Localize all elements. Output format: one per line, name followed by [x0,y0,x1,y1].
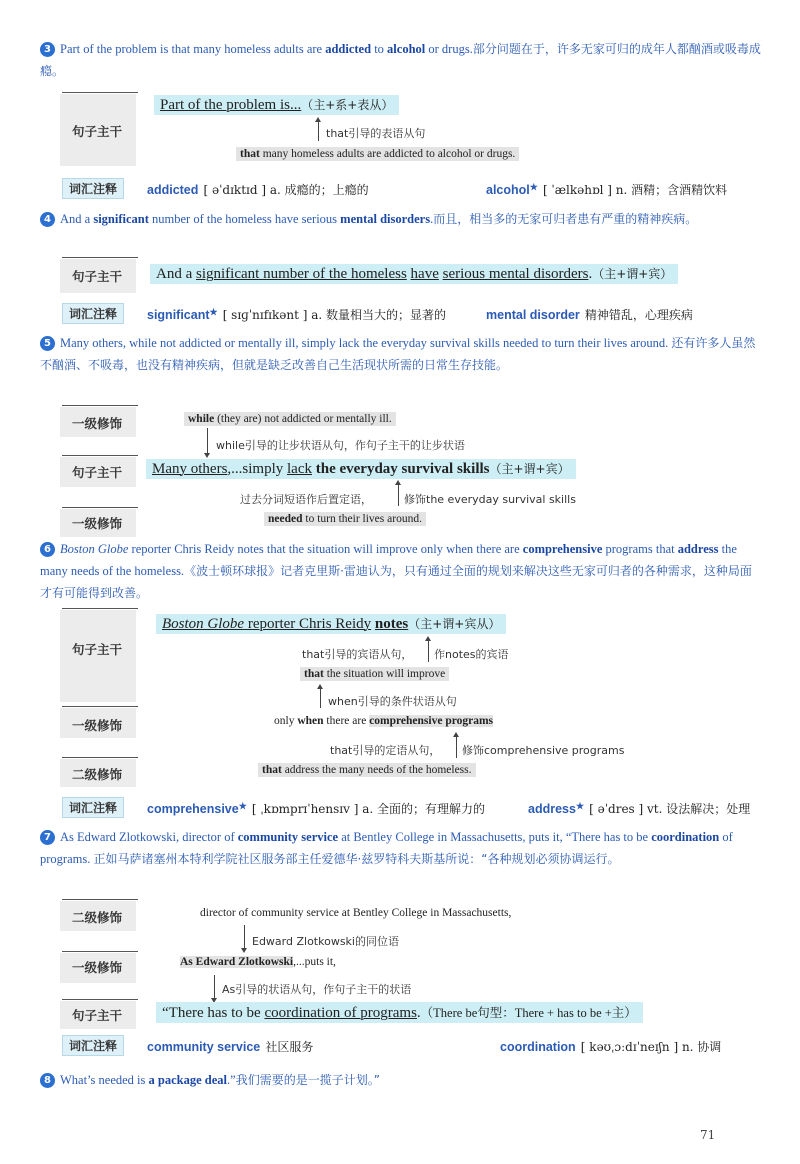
grammar-note: 过去分词短语作后置定语， [240,493,372,506]
vocab-entry: significant★ [ sɪɡˈnɪfɪkənt ] a. 数量相当大的；显著的 [147,307,447,322]
label-main-clause: 句子主干 [71,642,122,657]
sentence-number-badge: 7 [40,830,55,845]
sentence-8-paragraph: 8 What’s needed is a package deal.”我们需要的是一揽子计划。” [40,1069,762,1091]
sentence-number-badge: 6 [40,542,55,557]
arrow-up-icon [318,121,319,141]
vocab-label: 词汇注释 [62,1035,124,1056]
modifier-clause: director of community service at Bentley College in Massachusetts, [200,907,512,919]
sentence-4-paragraph: 4 And a significant number of the homeless have serious mental disorders.而且，相当多的无家可归者患有严重的精神疾病。 [40,208,762,230]
grammar-note: that引导的表语从句 [326,127,426,140]
main-clause: And a significant number of the homeless have serious mental disorders.（主+谓+宾） [150,264,678,284]
grammar-note: Edward Zlotkowski的同位语 [252,935,399,948]
grammar-note: 作notes的宾语 [434,648,509,661]
arrow-up-icon [428,640,429,662]
section-divider [62,899,138,900]
main-clause: “There has to be coordination of programs.（There be句型：There + has to be +主） [156,1002,643,1023]
grammar-note: while引导的让步状语从句，作句子主干的让步状语 [216,439,465,452]
section-divider [62,999,138,1000]
modifier-clause: only when there are comprehensive programs [274,715,494,727]
vocab-label: 词汇注释 [62,178,124,199]
modifier-clause: As Edward Zlotkowski,...puts it, [180,956,336,968]
arrow-down-icon [214,975,215,999]
section-divider [62,951,138,952]
label-level-2: 二级修饰 [71,767,122,782]
modifier-clause: that address the many needs of the homeless. [258,763,476,777]
main-clause: Boston Globe reporter Chris Reidy notes（主+谓+宾从） [156,614,506,634]
arrow-down-icon [244,925,245,949]
vocab-entry: comprehensive★ [ ˌkɒmprɪˈhensɪv ] a. 全面的；有理解力的 [147,801,486,816]
grammar-note: that引导的宾语从句， [302,648,413,661]
sentence-number-badge: 3 [40,42,55,57]
section-divider [62,706,138,707]
section-divider [62,455,138,456]
arrow-up-icon [398,484,399,506]
label-main-clause: 句子主干 [71,1008,122,1023]
vocab-label: 词汇注释 [62,303,124,324]
modifier-clause: needed to turn their lives around. [264,512,426,526]
grammar-note: 修饰comprehensive programs [462,744,625,757]
sentence-number-badge: 4 [40,212,55,227]
grammar-note: 修饰the everyday survival skills [404,493,576,506]
section-divider [62,257,138,258]
label-main-clause: 句子主干 [71,465,122,480]
vocab-entry: addicted [ əˈdɪktɪd ] a. 成瘾的；上瘾的 [147,183,369,197]
vocab-entry: mental disorder 精神错乱，心理疾病 [486,308,693,322]
vocab-label: 词汇注释 [62,797,124,818]
arrow-down-icon [207,428,208,454]
sentence-number-badge: 8 [40,1073,55,1088]
label-level-2: 二级修饰 [71,910,122,925]
vocab-entry: community service 社区服务 [147,1040,314,1054]
label-level-1: 一级修饰 [71,516,122,531]
modifier-clause: while (they are) not addicted or mentally ill. [184,412,396,426]
vocab-entry: address★ [ əˈdres ] vt. 设法解决；处理 [528,801,751,816]
label-main-clause: 句子主干 [71,124,122,139]
sentence-number-badge: 5 [40,336,55,351]
section-divider [62,757,138,758]
sentence-6-paragraph: 6 Boston Globe reporter Chris Reidy notes that the situation will improve only when there are comprehensive programs that address the many needs of the homeless.《波士顿环球报》记者克里斯·雷迪认为，只有通过全面的规划来解决这些无家可归者的各种需求，这种局面才有可能得到改善。 [40,542,752,600]
sub-clause: that many homeless adults are addicted to alcohol or drugs. [236,147,519,161]
main-clause: Many others,...simply lack the everyday survival skills（主+谓+宾） [146,459,576,479]
vocab-entry: coordination [ kəʊˌɔːdɪˈneɪʃn ] n. 协调 [500,1040,722,1054]
sentence-5-paragraph: 5 Many others, while not addicted or mentally ill, simply lack the everyday survival skills needed to turn their lives around. 还有许多人虽然不酗酒、不吸毒，也没有精神疾病，但就是缺乏改善自己生活现状所需的日常生存技能。 [40,336,756,372]
label-level-1: 一级修饰 [71,960,122,975]
section-divider [62,608,138,609]
sentence-3-paragraph: 3 Part of the problem is that many homeless adults are addicted to alcohol or drugs.部分问题在于，许多无家可归的成年人都酗酒或吸毒成瘾。 [40,42,761,78]
section-divider [62,92,138,93]
section-divider [62,507,138,508]
page-number: 71 [700,1128,716,1142]
grammar-note: that引导的定语从句， [330,744,441,757]
arrow-up-icon [456,736,457,758]
vocab-entry: alcohol★ [ ˈælkəhɒl ] n. 酒精；含酒精饮料 [486,182,728,197]
sub-clause: that the situation will improve [300,667,449,681]
grammar-note: when引导的条件状语从句 [328,695,457,708]
label-level-1: 一级修饰 [71,416,122,431]
label-main-clause: 句子主干 [71,269,122,284]
section-divider [62,405,138,406]
sentence-7-paragraph: 7 As Edward Zlotkowski, director of community service at Bentley College in Massachusetts, puts it, “There has to be coordination of programs. 正如马萨诸塞州本特利学院社区服务部主任爱德华·兹罗特科夫斯基所说：“各种规划必须协调运行。 [40,830,733,866]
main-clause: Part of the problem is...（主+系+表从） [154,95,399,115]
label-level-1: 一级修饰 [71,718,122,733]
grammar-note: As引导的状语从句，作句子主干的状语 [222,983,412,996]
arrow-up-icon [320,688,321,708]
